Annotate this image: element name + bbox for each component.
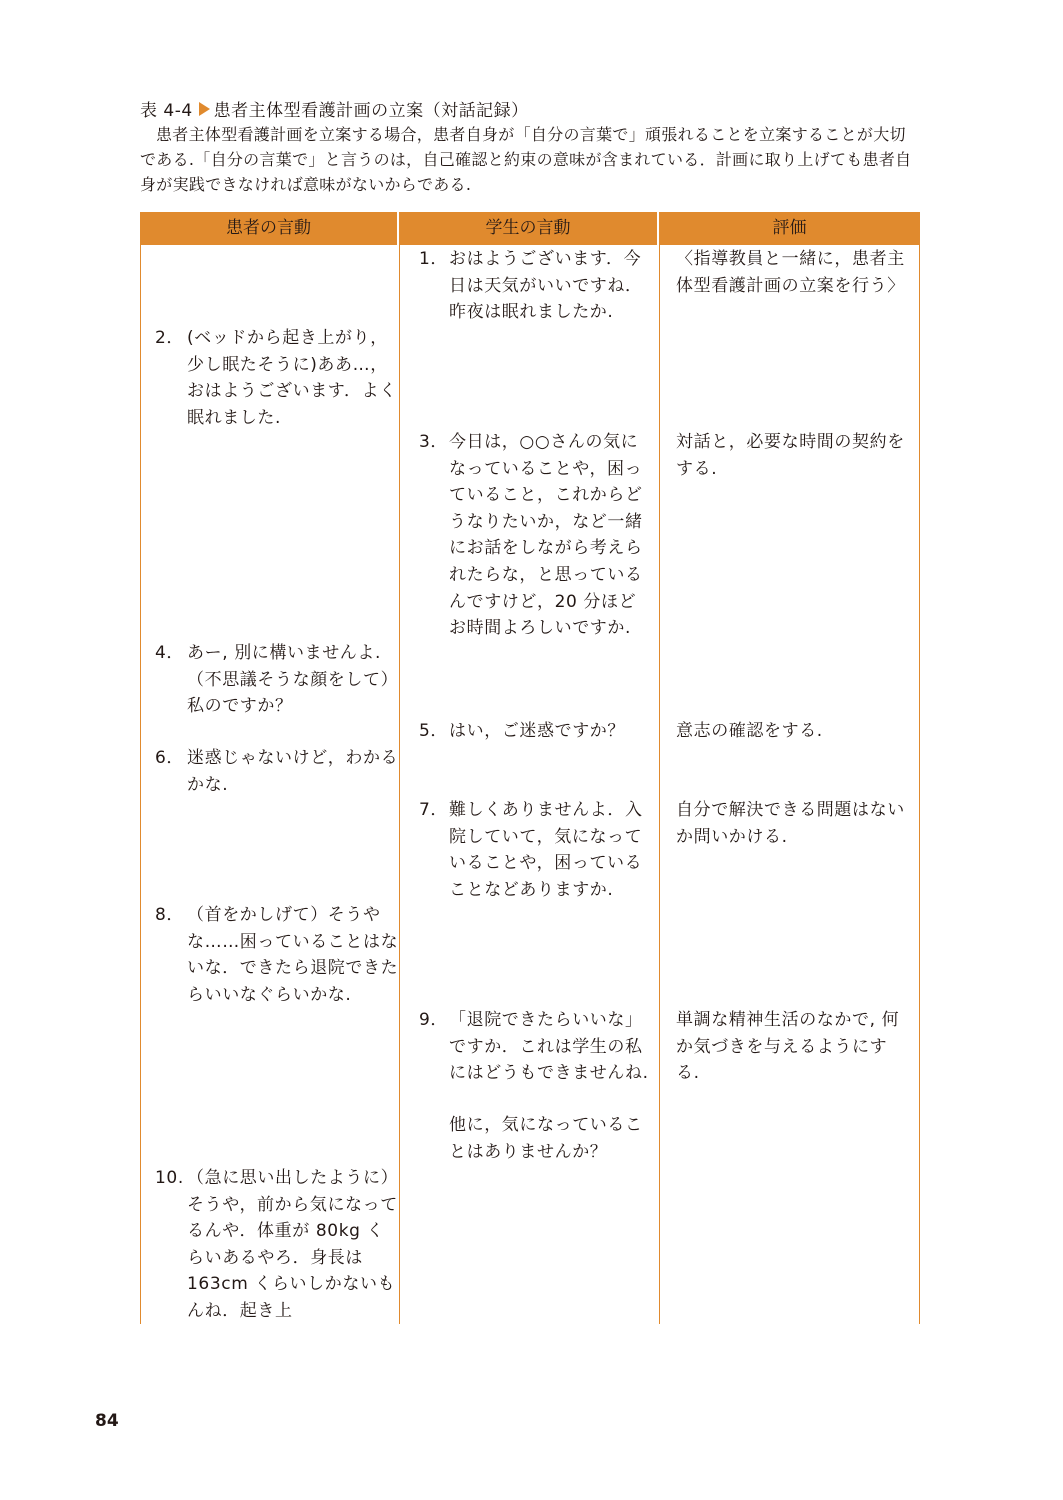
- entry-text: はい，ご迷惑ですか？: [449, 721, 625, 741]
- dialogue-table: [140, 212, 920, 1324]
- column-border: [140, 245, 141, 1324]
- entry-number: 1．: [419, 249, 449, 269]
- entry-number: 5．: [419, 721, 449, 741]
- evaluation-note: 単調な精神生活のなかで, 何か気づきを与えるようにする.: [676, 1010, 900, 1084]
- entry-text: （急に思い出したように）そうや，前から気になってるんや．体重が 80kg くらいあるやろ．身長は 163cm くらいしかないもんね．起き上: [187, 1168, 399, 1321]
- page-number: 84: [95, 1411, 119, 1431]
- entry-text: 今日は，○○さんの気になっていることや，困っていること，これからどうなりたいか，など一緒にお話をしながら考えられたらな，と思っているんですけど，20 分ほどお時間よろしいですか.: [449, 432, 643, 639]
- entry-text: 「退院できたらいいな」ですか．これは学生の私にはどうもできませんね.: [449, 1010, 649, 1084]
- entry-text: (ベッドから起き上がり，少し眠たそうに)ああ…，おはようございます．よく眠れました.: [187, 328, 397, 428]
- evaluation-note: 〈指導教員と一緒に，患者主体型看護計画の立案を行う〉: [676, 249, 905, 296]
- table-caption: [140, 96, 529, 121]
- column-border: [399, 245, 400, 1324]
- entry-number: 7．: [419, 800, 449, 820]
- table-header: [140, 212, 920, 245]
- header-student: 学生の言動: [399, 212, 659, 245]
- header-evaluation: 評価: [772, 218, 807, 238]
- column-border: [659, 245, 660, 1324]
- intro-paragraph: 患者主体型看護計画を立案する場合，患者自身が「自分の言葉で」頑張れることを立案することが大切である.「自分の言葉で」と言うのは，自己確認と約束の意味が含まれている．計画に取り上げても患者自身が実践できなければ意味がないからである.: [140, 125, 912, 194]
- entry-number: 3．: [419, 432, 449, 452]
- header-patient: 患者の言動: [140, 212, 399, 245]
- table-caption-label: 表 4-4: [140, 101, 193, 121]
- entry-number: 4．: [155, 643, 185, 663]
- column-border: [919, 245, 920, 1324]
- entry-text: 他に，気になっていることはありませんか？: [449, 1115, 643, 1162]
- entry-text: 難しくありませんよ．入院していて，気になっていることや，困っていることなどありますか.: [449, 800, 643, 900]
- entry-number: 9．: [419, 1010, 449, 1030]
- entry-text: あー, 別に構いませんよ.（不思議そうな顔をして）私のですか？: [187, 643, 399, 717]
- entry-text: 迷惑じゃないけど，わかるかな.: [187, 748, 399, 795]
- evaluation-note: 対話と，必要な時間の契約をする.: [676, 432, 905, 479]
- entry-number: 8．: [155, 905, 185, 925]
- entry-number: 10.: [155, 1168, 184, 1188]
- table-caption-title: 患者主体型看護計画の立案（対話記録）: [213, 101, 529, 121]
- entry-number: 2．: [155, 328, 185, 348]
- entry-text: おはようございます．今日は天気がいいですね．昨夜は眠れましたか.: [449, 249, 643, 323]
- entry-number: 6．: [155, 748, 185, 768]
- evaluation-note: 意志の確認をする.: [676, 721, 823, 741]
- evaluation-note: 自分で解決できる問題はないか問いかける.: [676, 800, 905, 847]
- triangle-marker-icon: [199, 102, 210, 116]
- entry-text: （首をかしげて）そうやな……困っていることはないな．できたら退院できたらいいなぐらいかな.: [187, 905, 399, 1005]
